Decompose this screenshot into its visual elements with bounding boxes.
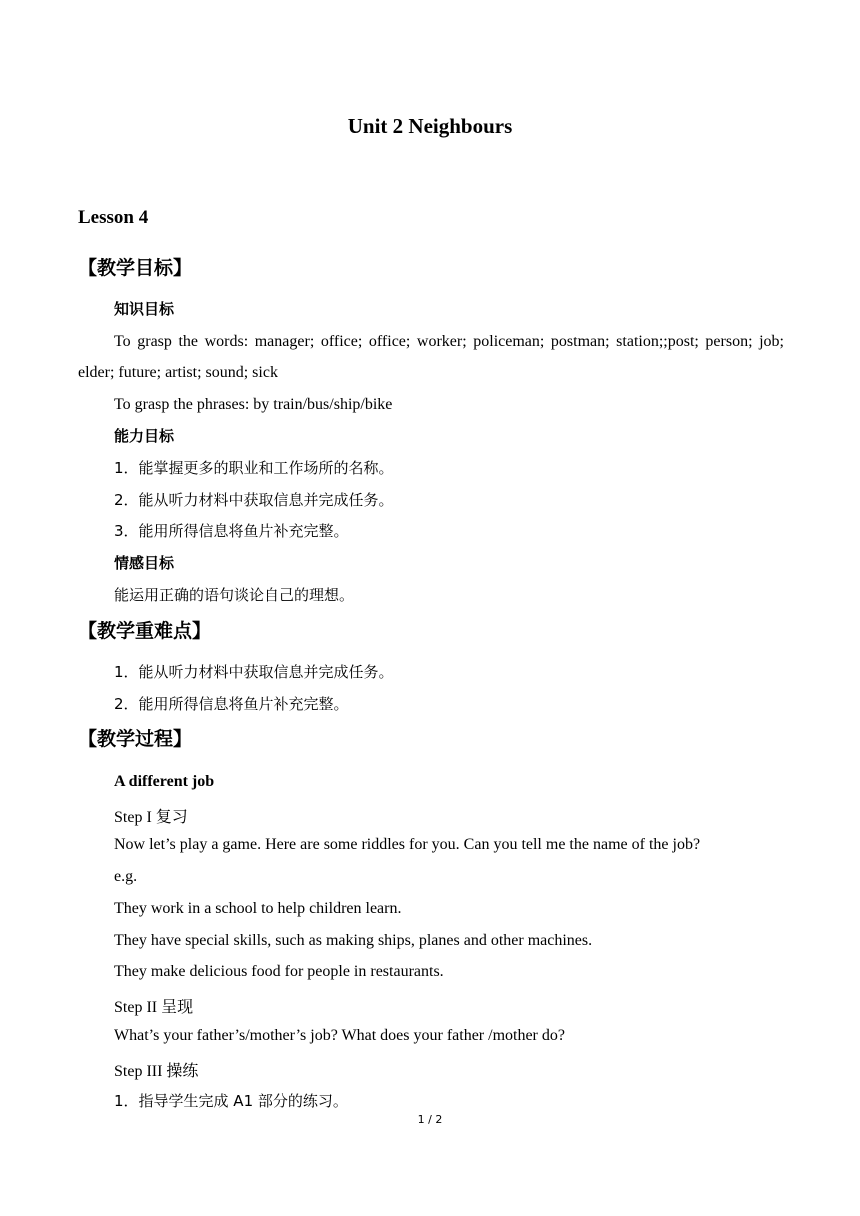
task-item: 1．指导学生完成 A1 部分的练习。 bbox=[114, 1092, 348, 1110]
ability-item: 3．能用所得信息将鱼片补充完整。 bbox=[114, 522, 349, 540]
ability-item: 2．能从听力材料中获取信息并完成任务。 bbox=[114, 491, 394, 509]
key-point-item: 2．能用所得信息将鱼片补充完整。 bbox=[114, 695, 349, 713]
page-number: 1 / 2 bbox=[417, 1113, 443, 1126]
words-paragraph: To grasp the words: manager; office; office; worker; policeman; postman; station;;post; person; job; elder; future; artist; sound; sick bbox=[78, 333, 784, 381]
riddle-line: They have special skills, such as making ships, planes and other machines. bbox=[114, 932, 593, 949]
ability-heading: 能力目标 bbox=[114, 427, 175, 445]
game-intro: Now let’s play a game. Here are some riddles for you. Can you tell me the name of the job? bbox=[114, 836, 701, 853]
step-1: Step I 复习 bbox=[114, 809, 188, 826]
knowledge-heading: 知识目标 bbox=[114, 300, 175, 318]
key-point-item: 1．能从听力材料中获取信息并完成任务。 bbox=[114, 663, 394, 681]
phrases-line: To grasp the phrases: by train/bus/ship/bike bbox=[114, 396, 393, 413]
document-title: Unit 2 Neighbours bbox=[347, 114, 513, 138]
example-label: e.g. bbox=[114, 868, 138, 885]
step-3: Step III 操练 bbox=[114, 1063, 199, 1080]
riddle-line: They make delicious food for people in restaurants. bbox=[114, 963, 444, 980]
key-points-heading: 【教学重难点】 bbox=[78, 620, 212, 642]
job-question: What’s your father’s/mother’s job? What does your father /mother do? bbox=[114, 1027, 565, 1044]
lesson-heading: Lesson 4 bbox=[78, 207, 149, 228]
emotion-heading: 情感目标 bbox=[114, 554, 175, 572]
process-heading: 【教学过程】 bbox=[78, 728, 193, 750]
ability-item: 1．能掌握更多的职业和工作场所的名称。 bbox=[114, 459, 394, 477]
step-2: Step II 呈现 bbox=[114, 999, 194, 1016]
objectives-heading: 【教学目标】 bbox=[78, 257, 193, 279]
riddle-line: They work in a school to help children learn. bbox=[114, 900, 402, 917]
emotion-text: 能运用正确的语句谈论自己的理想。 bbox=[114, 586, 355, 604]
process-subtitle: A different job bbox=[114, 773, 215, 790]
